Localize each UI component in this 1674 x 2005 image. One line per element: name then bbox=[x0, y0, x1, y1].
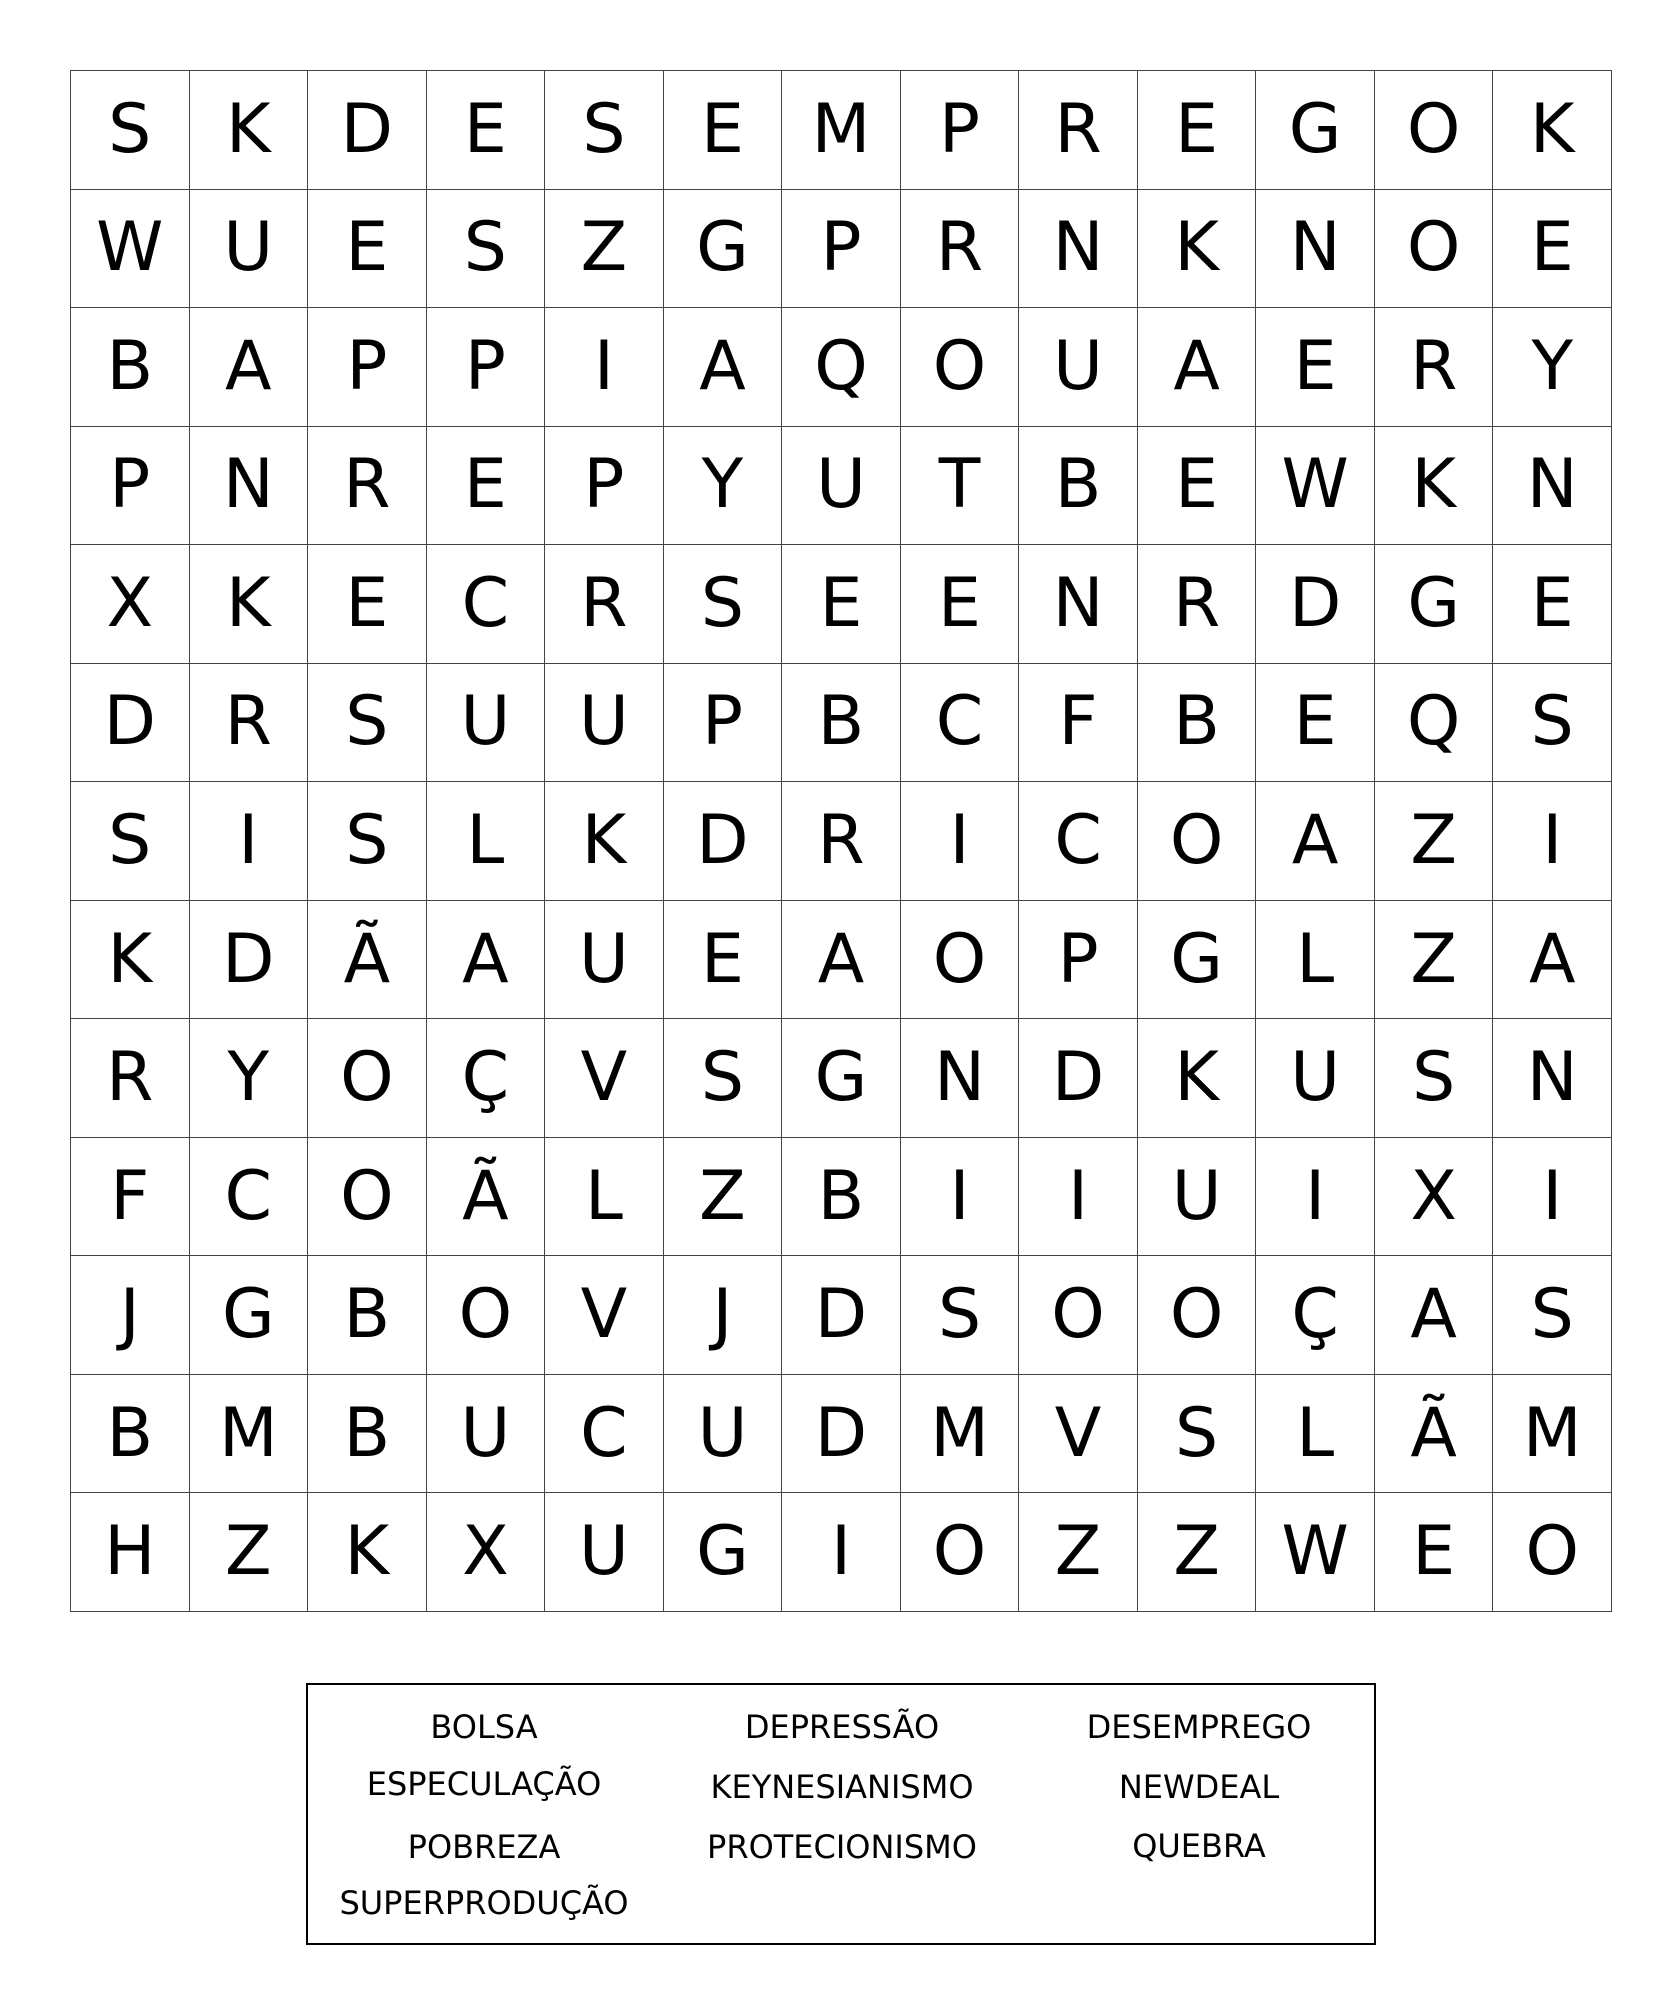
grid-cell: Q bbox=[1375, 664, 1494, 783]
grid-cell: B bbox=[308, 1375, 427, 1494]
grid-cell: O bbox=[1375, 71, 1494, 190]
grid-cell: Ç bbox=[427, 1019, 546, 1138]
grid-cell: U bbox=[1138, 1138, 1257, 1257]
grid-cell: Y bbox=[664, 427, 783, 546]
grid-cell: Q bbox=[782, 308, 901, 427]
grid-cell: P bbox=[1019, 901, 1138, 1020]
grid-cell: P bbox=[664, 664, 783, 783]
word-list-item: BOLSA bbox=[430, 1708, 538, 1746]
grid-cell: E bbox=[1138, 427, 1257, 546]
grid-cell: B bbox=[308, 1256, 427, 1375]
grid-cell: S bbox=[71, 782, 190, 901]
grid-cell: C bbox=[427, 545, 546, 664]
grid-cell: N bbox=[1493, 427, 1612, 546]
grid-cell: N bbox=[1493, 1019, 1612, 1138]
grid-cell: Y bbox=[190, 1019, 309, 1138]
word-list-item: SUPERPRODUÇÃO bbox=[339, 1884, 629, 1922]
grid-cell: K bbox=[71, 901, 190, 1020]
grid-cell: O bbox=[901, 308, 1020, 427]
grid-cell: R bbox=[782, 782, 901, 901]
grid-cell: E bbox=[1493, 545, 1612, 664]
grid-cell: G bbox=[1375, 545, 1494, 664]
grid-cell: G bbox=[782, 1019, 901, 1138]
grid-cell: L bbox=[1256, 901, 1375, 1020]
grid-cell: Z bbox=[1019, 1493, 1138, 1612]
grid-cell: Ã bbox=[427, 1138, 546, 1257]
grid-cell: Z bbox=[664, 1138, 783, 1257]
grid-cell: E bbox=[1256, 308, 1375, 427]
grid-cell: A bbox=[664, 308, 783, 427]
grid-cell: E bbox=[1493, 190, 1612, 309]
grid-cell: V bbox=[545, 1256, 664, 1375]
grid-cell: O bbox=[901, 901, 1020, 1020]
grid-cell: E bbox=[782, 545, 901, 664]
grid-cell: P bbox=[901, 71, 1020, 190]
grid-cell: K bbox=[308, 1493, 427, 1612]
grid-cell: D bbox=[782, 1256, 901, 1375]
grid-cell: R bbox=[308, 427, 427, 546]
grid-cell: R bbox=[545, 545, 664, 664]
grid-cell: U bbox=[545, 901, 664, 1020]
grid-cell: N bbox=[1256, 190, 1375, 309]
grid-cell: X bbox=[71, 545, 190, 664]
grid-cell: E bbox=[1375, 1493, 1494, 1612]
grid-cell: J bbox=[71, 1256, 190, 1375]
grid-cell: X bbox=[427, 1493, 546, 1612]
grid-cell: O bbox=[427, 1256, 546, 1375]
grid-cell: R bbox=[190, 664, 309, 783]
grid-cell: V bbox=[1019, 1375, 1138, 1494]
grid-cell: I bbox=[1493, 1138, 1612, 1257]
grid-cell: S bbox=[664, 545, 783, 664]
grid-cell: K bbox=[1138, 190, 1257, 309]
grid-cell: C bbox=[190, 1138, 309, 1257]
grid-cell: A bbox=[782, 901, 901, 1020]
grid-cell: O bbox=[1138, 782, 1257, 901]
grid-cell: U bbox=[782, 427, 901, 546]
grid-cell: I bbox=[901, 1138, 1020, 1257]
word-list-item: ESPECULAÇÃO bbox=[366, 1765, 602, 1803]
grid-cell: R bbox=[1019, 71, 1138, 190]
grid-cell: E bbox=[664, 901, 783, 1020]
grid-cell: K bbox=[190, 545, 309, 664]
grid-cell: O bbox=[1493, 1493, 1612, 1612]
grid-cell: D bbox=[782, 1375, 901, 1494]
grid-cell: P bbox=[71, 427, 190, 546]
grid-cell: Z bbox=[1375, 901, 1494, 1020]
grid-cell: K bbox=[190, 71, 309, 190]
grid-cell: P bbox=[545, 427, 664, 546]
grid-cell: S bbox=[1138, 1375, 1257, 1494]
grid-cell: E bbox=[427, 71, 546, 190]
grid-cell: Z bbox=[1138, 1493, 1257, 1612]
grid-cell: D bbox=[1256, 545, 1375, 664]
grid-cell: L bbox=[1256, 1375, 1375, 1494]
grid-cell: W bbox=[1256, 1493, 1375, 1612]
grid-cell: K bbox=[545, 782, 664, 901]
grid-cell: U bbox=[664, 1375, 783, 1494]
grid-cell: K bbox=[1493, 71, 1612, 190]
grid-cell: U bbox=[427, 664, 546, 783]
grid-cell: A bbox=[1256, 782, 1375, 901]
grid-cell: E bbox=[308, 545, 427, 664]
grid-cell: S bbox=[901, 1256, 1020, 1375]
grid-cell: B bbox=[1138, 664, 1257, 783]
grid-cell: I bbox=[1256, 1138, 1375, 1257]
grid-cell: B bbox=[782, 664, 901, 783]
grid-cell: G bbox=[1256, 71, 1375, 190]
grid-cell: D bbox=[190, 901, 309, 1020]
grid-cell: N bbox=[190, 427, 309, 546]
grid-cell: B bbox=[1019, 427, 1138, 546]
grid-cell: O bbox=[308, 1138, 427, 1257]
grid-cell: L bbox=[545, 1138, 664, 1257]
grid-cell: F bbox=[1019, 664, 1138, 783]
grid-cell: T bbox=[901, 427, 1020, 546]
grid-cell: E bbox=[1256, 664, 1375, 783]
grid-cell: I bbox=[1493, 782, 1612, 901]
grid-cell: P bbox=[308, 308, 427, 427]
grid-cell: B bbox=[71, 308, 190, 427]
grid-cell: K bbox=[1138, 1019, 1257, 1138]
grid-cell: S bbox=[545, 71, 664, 190]
grid-cell: X bbox=[1375, 1138, 1494, 1257]
grid-cell: N bbox=[1019, 545, 1138, 664]
grid-cell: D bbox=[71, 664, 190, 783]
grid-cell: Z bbox=[545, 190, 664, 309]
grid-cell: L bbox=[427, 782, 546, 901]
word-list-item: PROTECIONISMO bbox=[707, 1828, 977, 1866]
grid-cell: Z bbox=[1375, 782, 1494, 901]
grid-cell: M bbox=[1493, 1375, 1612, 1494]
grid-cell: C bbox=[545, 1375, 664, 1494]
grid-cell: U bbox=[190, 190, 309, 309]
word-list-item: QUEBRA bbox=[1132, 1827, 1266, 1865]
grid-cell: I bbox=[545, 308, 664, 427]
grid-cell: M bbox=[190, 1375, 309, 1494]
grid-cell: S bbox=[427, 190, 546, 309]
grid-cell: A bbox=[1375, 1256, 1494, 1375]
grid-cell: S bbox=[308, 782, 427, 901]
grid-cell: E bbox=[664, 71, 783, 190]
grid-cell: I bbox=[901, 782, 1020, 901]
grid-cell: R bbox=[71, 1019, 190, 1138]
grid-cell: Ç bbox=[1256, 1256, 1375, 1375]
grid-cell: G bbox=[190, 1256, 309, 1375]
word-list-item: POBREZA bbox=[407, 1828, 561, 1866]
word-list-item: DEPRESSÃO bbox=[744, 1708, 940, 1746]
grid-cell: H bbox=[71, 1493, 190, 1612]
grid-cell: O bbox=[901, 1493, 1020, 1612]
grid-cell: P bbox=[427, 308, 546, 427]
grid-cell: A bbox=[1493, 901, 1612, 1020]
grid-cell: A bbox=[1138, 308, 1257, 427]
grid-cell: D bbox=[308, 71, 427, 190]
grid-cell: W bbox=[1256, 427, 1375, 546]
grid-cell: E bbox=[427, 427, 546, 546]
grid-cell: N bbox=[901, 1019, 1020, 1138]
grid-cell: O bbox=[1019, 1256, 1138, 1375]
grid-cell: S bbox=[1493, 664, 1612, 783]
grid-cell: B bbox=[71, 1375, 190, 1494]
grid-cell: U bbox=[1256, 1019, 1375, 1138]
grid-cell: G bbox=[664, 190, 783, 309]
grid-cell: A bbox=[427, 901, 546, 1020]
grid-cell: M bbox=[782, 71, 901, 190]
grid-cell: U bbox=[545, 664, 664, 783]
grid-cell: O bbox=[1138, 1256, 1257, 1375]
grid-cell: R bbox=[1138, 545, 1257, 664]
grid-cell: N bbox=[1019, 190, 1138, 309]
grid-cell: R bbox=[901, 190, 1020, 309]
grid-cell: C bbox=[901, 664, 1020, 783]
grid-cell: A bbox=[190, 308, 309, 427]
word-list-box bbox=[306, 1683, 1376, 1945]
grid-cell: S bbox=[1493, 1256, 1612, 1375]
word-search-grid bbox=[70, 70, 1612, 1612]
word-list-item: KEYNESIANISMO bbox=[710, 1768, 974, 1806]
grid-cell: I bbox=[1019, 1138, 1138, 1257]
word-list-item: NEWDEAL bbox=[1118, 1768, 1280, 1806]
grid-cell: E bbox=[901, 545, 1020, 664]
grid-cell: I bbox=[782, 1493, 901, 1612]
grid-cell: P bbox=[782, 190, 901, 309]
grid-cell: O bbox=[308, 1019, 427, 1138]
grid-cell: K bbox=[1375, 427, 1494, 546]
grid-cell: Z bbox=[190, 1493, 309, 1612]
grid-cell: V bbox=[545, 1019, 664, 1138]
grid-cell: Ã bbox=[1375, 1375, 1494, 1494]
grid-cell: E bbox=[1138, 71, 1257, 190]
grid-cell: D bbox=[1019, 1019, 1138, 1138]
grid-cell: Ã bbox=[308, 901, 427, 1020]
grid-cell: M bbox=[901, 1375, 1020, 1494]
grid-cell: R bbox=[1375, 308, 1494, 427]
grid-cell: E bbox=[308, 190, 427, 309]
grid-cell: W bbox=[71, 190, 190, 309]
grid-cell: U bbox=[545, 1493, 664, 1612]
grid-cell: S bbox=[71, 71, 190, 190]
word-list-item: DESEMPREGO bbox=[1086, 1708, 1312, 1746]
grid-cell: U bbox=[427, 1375, 546, 1494]
grid-cell: I bbox=[190, 782, 309, 901]
grid-cell: B bbox=[782, 1138, 901, 1257]
grid-cell: U bbox=[1019, 308, 1138, 427]
grid-cell: O bbox=[1375, 190, 1494, 309]
grid-cell: S bbox=[1375, 1019, 1494, 1138]
grid-cell: F bbox=[71, 1138, 190, 1257]
grid-cell: C bbox=[1019, 782, 1138, 901]
grid-cell: S bbox=[664, 1019, 783, 1138]
grid-cell: G bbox=[664, 1493, 783, 1612]
grid-cell: D bbox=[664, 782, 783, 901]
grid-cell: G bbox=[1138, 901, 1257, 1020]
grid-cell: Y bbox=[1493, 308, 1612, 427]
grid-cell: S bbox=[308, 664, 427, 783]
grid-cell: J bbox=[664, 1256, 783, 1375]
